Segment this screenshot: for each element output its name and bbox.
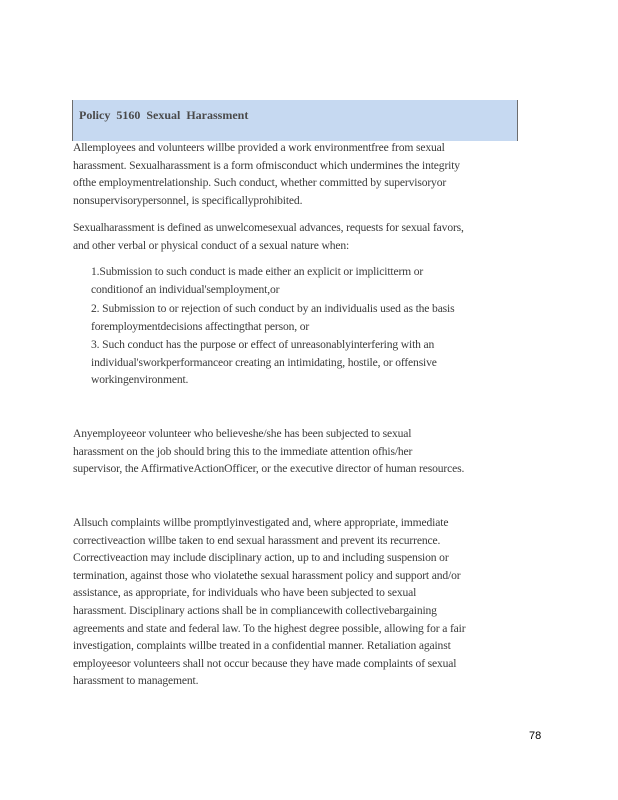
text-line: Allsuch complaints willbe promptlyinvestigated and, where appropriate, immediate bbox=[73, 516, 449, 529]
policy-header-band bbox=[72, 100, 518, 141]
text-line: nonsupervisorypersonnel, is specificallyprohibited. bbox=[73, 193, 303, 207]
text-line: investigation, complaints willbe treated in a confidential manner. Retaliation against bbox=[73, 639, 451, 653]
text-line: harassment to management. bbox=[73, 674, 199, 688]
text-line: termination, against those who violatethe sexual harassment policy and support and/or bbox=[73, 568, 461, 582]
policy-title: Policy 5160 Sexual Harassment bbox=[79, 108, 249, 122]
text-line: foremploymentdecisions affectingthat person, or bbox=[91, 319, 310, 333]
text-line: Correctiveaction may include disciplinary action, up to and including suspension or bbox=[73, 551, 449, 565]
page-number: 78 bbox=[529, 730, 542, 742]
paragraph-policy-statement bbox=[73, 139, 460, 209]
text-line: assistance, as appropriate, for individuals who have been subjected to sexual bbox=[73, 586, 417, 600]
text-line: correctiveaction willbe taken to end sexual harassment and prevent its recurrence. bbox=[73, 533, 441, 547]
paragraph-reporting bbox=[73, 425, 464, 478]
text-line: harassment. Disciplinary actions shall be in compliancewith collectivebargaining bbox=[73, 603, 437, 617]
text-line: Allemployees and volunteers willbe provided a work environmentfree from sexual bbox=[73, 141, 445, 154]
text-line: harassment. Sexualharassment is a form ofmisconduct which undermines the integrity bbox=[73, 158, 460, 172]
text-line: and other verbal or physical conduct of a sexual nature when: bbox=[73, 238, 350, 252]
text-line: agreements and state and federal law. To the highest degree possible, allowing for a fair bbox=[73, 621, 466, 635]
text-line: supervisor, the AffirmativeActionOfficer, or the executive director of human resources. bbox=[73, 462, 465, 476]
list-item-3 bbox=[91, 336, 437, 389]
paragraph-investigation bbox=[73, 514, 465, 690]
text-line: ofthe employmentrelationship. Such conduct, whether committed by supervisoryor bbox=[73, 176, 447, 190]
text-line: harassment on the job should bring this to the immediate attention ofhis/her bbox=[73, 444, 413, 458]
text-line: workingenvironment. bbox=[91, 373, 189, 387]
text-line: 1.Submission to such conduct is made either an explicit or implicitterm or bbox=[91, 265, 424, 278]
text-line: 2. Submission to or rejection of such conduct by an individualis used as the basis bbox=[91, 302, 455, 315]
text-line: 3. Such conduct has the purpose or effect of unreasonablyinterfering with an bbox=[91, 338, 435, 351]
text-line: Anyemployeeor volunteer who believeshe/she has been subjected to sexual bbox=[73, 427, 412, 440]
text-line: conditionof an individual'semployment,or bbox=[91, 282, 280, 296]
list-item-1 bbox=[91, 263, 423, 298]
text-line: Sexualharassment is defined as unwelcomesexual advances, requests for sexual favors, bbox=[73, 221, 464, 234]
list-item-2 bbox=[91, 300, 454, 335]
text-line: employeesor volunteers shall not occur because they have made complaints of sexual bbox=[73, 656, 457, 670]
paragraph-definition bbox=[73, 219, 464, 254]
text-line: individual'sworkperformanceor creating an intimidating, hostile, or offensive bbox=[91, 355, 437, 369]
